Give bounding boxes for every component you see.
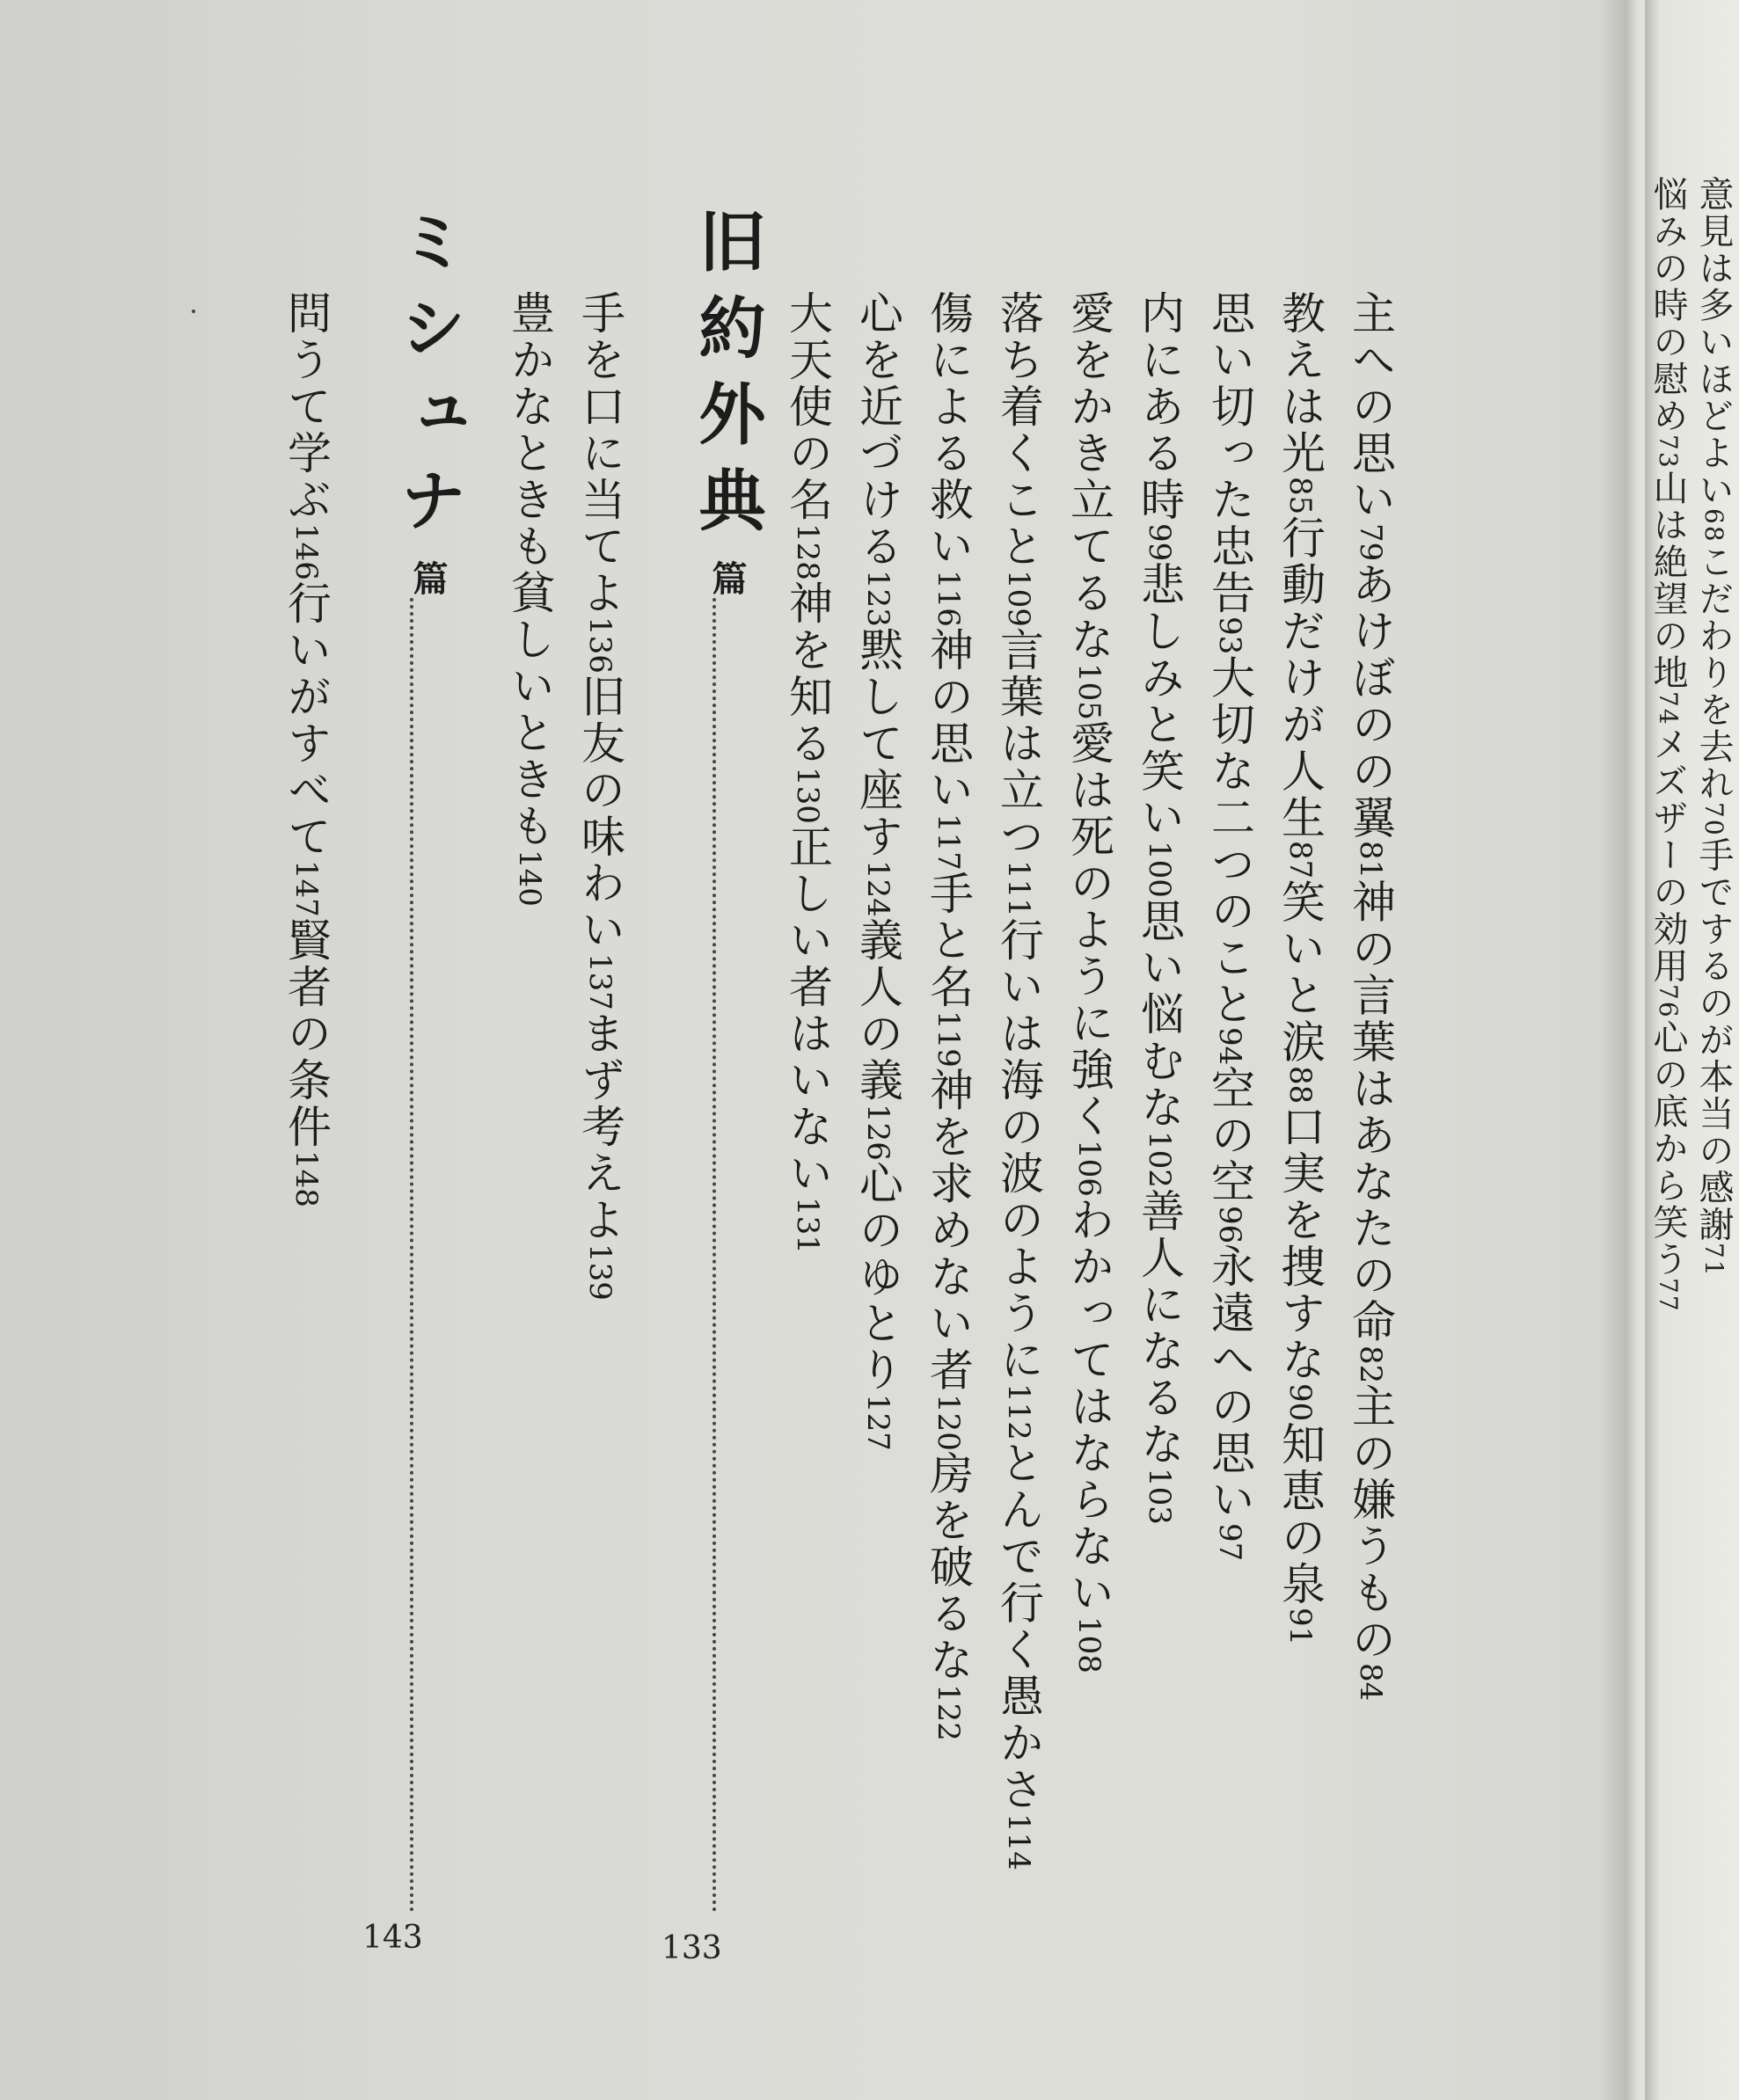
- toc-column-7: [922, 290, 975, 1741]
- toc-entry-title: 空の空: [1204, 1065, 1255, 1206]
- section-title-text: 旧約外典: [688, 207, 766, 551]
- toc-entry-page: 97: [1212, 1522, 1247, 1562]
- toc-entry-page: 79: [1353, 523, 1388, 562]
- toc-entry-title: 行いは海の波のように: [993, 916, 1044, 1383]
- toc-column-9: [781, 290, 834, 1254]
- toc-entry-page: 71: [1699, 1243, 1728, 1278]
- section-title-suffix: 篇: [706, 560, 748, 595]
- toc-entry-page: 81: [1353, 841, 1388, 879]
- toc-entry-page: 106: [1071, 1139, 1107, 1197]
- toc-entry-title: 神を知る: [782, 580, 833, 767]
- toc-entry-title: 大天使の名: [782, 290, 833, 523]
- toc-entry-title: 笑いと涙: [1275, 879, 1326, 1066]
- toc-column-right-1: [1694, 176, 1733, 1278]
- toc-entry-title: あけぼのの翼: [1345, 561, 1396, 842]
- toc-entry-page: 136: [582, 616, 617, 674]
- toc-entry-title: 問うて学ぶ: [281, 290, 332, 523]
- toc-entry-page: 116: [931, 570, 966, 627]
- toc-entry-title: 豊かなときも貧しいときも: [504, 290, 555, 849]
- toc-entry-page: 109: [1001, 570, 1036, 627]
- toc-entry-title: 主の嫌うもの: [1345, 1382, 1396, 1663]
- section-page-number: 133: [661, 1930, 722, 1966]
- toc-column-5: [1063, 290, 1115, 1673]
- toc-entry-page: 87: [1282, 841, 1318, 879]
- toc-entry-page: 99: [1142, 523, 1177, 562]
- toc-entry-page: 128: [790, 523, 825, 580]
- toc-entry-title: 悩みの時の慰め: [1648, 176, 1688, 434]
- toc-entry-title: メズザーの効用: [1648, 726, 1688, 985]
- toc-entry-title: 手でするのが本当の感謝: [1693, 836, 1734, 1243]
- toc-entry-page: 147: [289, 859, 324, 917]
- toc-column-apocrypha-1: [574, 290, 626, 1301]
- toc-entry-title: 神の言葉はあなたの命: [1345, 879, 1396, 1345]
- toc-entry-page: 117: [931, 813, 966, 871]
- toc-entry-title: 知恵の泉: [1275, 1421, 1326, 1608]
- toc-entry-page: 74: [1654, 690, 1683, 726]
- section-title-apocrypha: [679, 207, 775, 595]
- toc-column-6: [992, 290, 1045, 1870]
- toc-column-right-2: [1648, 176, 1687, 1313]
- toc-column-2: [1274, 290, 1326, 1645]
- toc-entry-page: 70: [1699, 801, 1728, 837]
- toc-entry-page: 84: [1353, 1662, 1388, 1702]
- toc-entry-page: 105: [1071, 663, 1107, 720]
- toc-column-1: [1344, 290, 1397, 1701]
- toc-entry-title: 行動だけが人生: [1275, 514, 1326, 842]
- toc-entry-title: 内にある時: [1134, 290, 1185, 523]
- toc-entry-title: 心の底から笑う: [1648, 1018, 1688, 1278]
- toc-entry-page: 126: [860, 1103, 895, 1161]
- toc-entry-page: 122: [931, 1683, 966, 1741]
- toc-entry-page: 88: [1282, 1065, 1318, 1104]
- toc-entry-page: 123: [860, 570, 895, 627]
- toc-column-4: [1133, 290, 1186, 1525]
- toc-entry-title: 教えは光: [1275, 290, 1326, 477]
- toc-entry-page: 146: [289, 523, 324, 580]
- toc-entry-page: 119: [931, 1010, 966, 1068]
- printer-dot: [192, 310, 195, 313]
- toc-entry-title: 意見は多いほどよい: [1693, 176, 1734, 508]
- toc-entry-page: 91: [1282, 1608, 1318, 1646]
- toc-entry-page: 114: [1001, 1812, 1036, 1870]
- toc-entry-page: 111: [1001, 859, 1036, 917]
- toc-entry-title: 賢者の条件: [281, 916, 332, 1150]
- section-page-number: 143: [362, 1920, 423, 1956]
- toc-column-mishnah-1: [280, 290, 332, 1207]
- toc-entry-page: 124: [860, 859, 895, 917]
- toc-entry-page: 130: [790, 766, 825, 824]
- section-title-text: ミシュナ: [389, 207, 467, 551]
- toc-entry-title: 手と名: [923, 870, 974, 1010]
- toc-entry-title: 神を求めない者: [923, 1067, 974, 1394]
- toc-entry-title: 善人になるな: [1134, 1188, 1185, 1469]
- toc-entry-title: 永遠への思い: [1204, 1243, 1255, 1523]
- toc-entry-page: 108: [1071, 1615, 1107, 1673]
- toc-entry-page: 102: [1142, 1131, 1177, 1189]
- section-title-suffix: 篇: [407, 560, 449, 595]
- toc-entry-title: 思い切った忠告: [1204, 290, 1255, 616]
- toc-entry-title: 心を近づける: [852, 290, 903, 570]
- toc-entry-page: 90: [1282, 1382, 1318, 1422]
- toc-entry-page: 94: [1212, 1027, 1247, 1066]
- toc-column-apocrypha-2: [503, 290, 556, 907]
- toc-entry-page: 85: [1282, 477, 1318, 515]
- toc-entry-title: 言葉は立つ: [993, 626, 1044, 860]
- toc-entry-page: 68: [1699, 508, 1728, 543]
- toc-entry-page: 77: [1654, 1277, 1683, 1313]
- toc-entry-page: 139: [582, 1243, 617, 1301]
- toc-entry-title: 心のゆとり: [852, 1160, 903, 1394]
- dotted-leader: [410, 598, 413, 1913]
- toc-entry-page: 96: [1212, 1205, 1247, 1243]
- toc-entry-title: 傷による救い: [923, 290, 974, 570]
- toc-entry-title: 行いがすべて: [281, 580, 332, 860]
- toc-entry-title: 思い悩むな: [1134, 898, 1185, 1132]
- toc-entry-title: まず考えよ: [574, 1010, 625, 1243]
- toc-entry-page: 148: [289, 1149, 324, 1207]
- toc-entry-page: 127: [860, 1393, 895, 1451]
- toc-entry-page: 140: [512, 849, 547, 907]
- toc-entry-page: 73: [1654, 434, 1683, 470]
- toc-entry-title: 主への思い: [1345, 290, 1396, 523]
- toc-entry-title: 口実を捜すな: [1275, 1103, 1326, 1383]
- toc-entry-title: 山は絶望の地: [1648, 469, 1688, 691]
- toc-entry-title: 黙して座す: [852, 626, 903, 860]
- toc-entry-page: 82: [1353, 1345, 1388, 1383]
- toc-column-3: [1203, 290, 1256, 1561]
- toc-entry-title: 義人の義: [852, 916, 903, 1104]
- toc-entry-title: わかってはならない: [1063, 1196, 1114, 1616]
- toc-entry-page: 120: [931, 1393, 966, 1451]
- dotted-leader: [712, 598, 716, 1913]
- right-page-edge: [1648, 0, 1739, 2100]
- toc-entry-title: 房を破るな: [923, 1450, 974, 1684]
- toc-entry-page: 137: [582, 952, 617, 1010]
- section-title-mishnah: [380, 207, 476, 595]
- toc-entry-page: 76: [1654, 984, 1683, 1019]
- toc-entry-page: 112: [1001, 1382, 1036, 1440]
- toc-entry-title: 手を口に当てよ: [574, 290, 625, 616]
- toc-entry-title: 旧友の味わい: [574, 673, 625, 953]
- toc-entry-title: こだわりを去れ: [1693, 543, 1734, 802]
- toc-entry-page: 100: [1142, 841, 1177, 899]
- toc-entry-title: 神の思い: [923, 626, 974, 813]
- toc-entry-page: 103: [1142, 1468, 1177, 1525]
- toc-entry-title: 正しい者はいない: [782, 823, 833, 1197]
- toc-entry-title: とんで行く愚かさ: [993, 1440, 1044, 1813]
- toc-entry-page: 131: [790, 1196, 825, 1254]
- toc-entry-title: 落ち着くこと: [993, 290, 1044, 570]
- toc-entry-title: 大切な二つのこと: [1204, 654, 1255, 1028]
- toc-entry-title: 愛をかき立てるな: [1063, 290, 1114, 663]
- toc-column-8: [851, 290, 904, 1451]
- toc-entry-title: 悲しみと笑い: [1134, 561, 1185, 842]
- toc-entry-page: 93: [1212, 616, 1247, 655]
- toc-entry-title: 愛は死のように強く: [1063, 719, 1114, 1140]
